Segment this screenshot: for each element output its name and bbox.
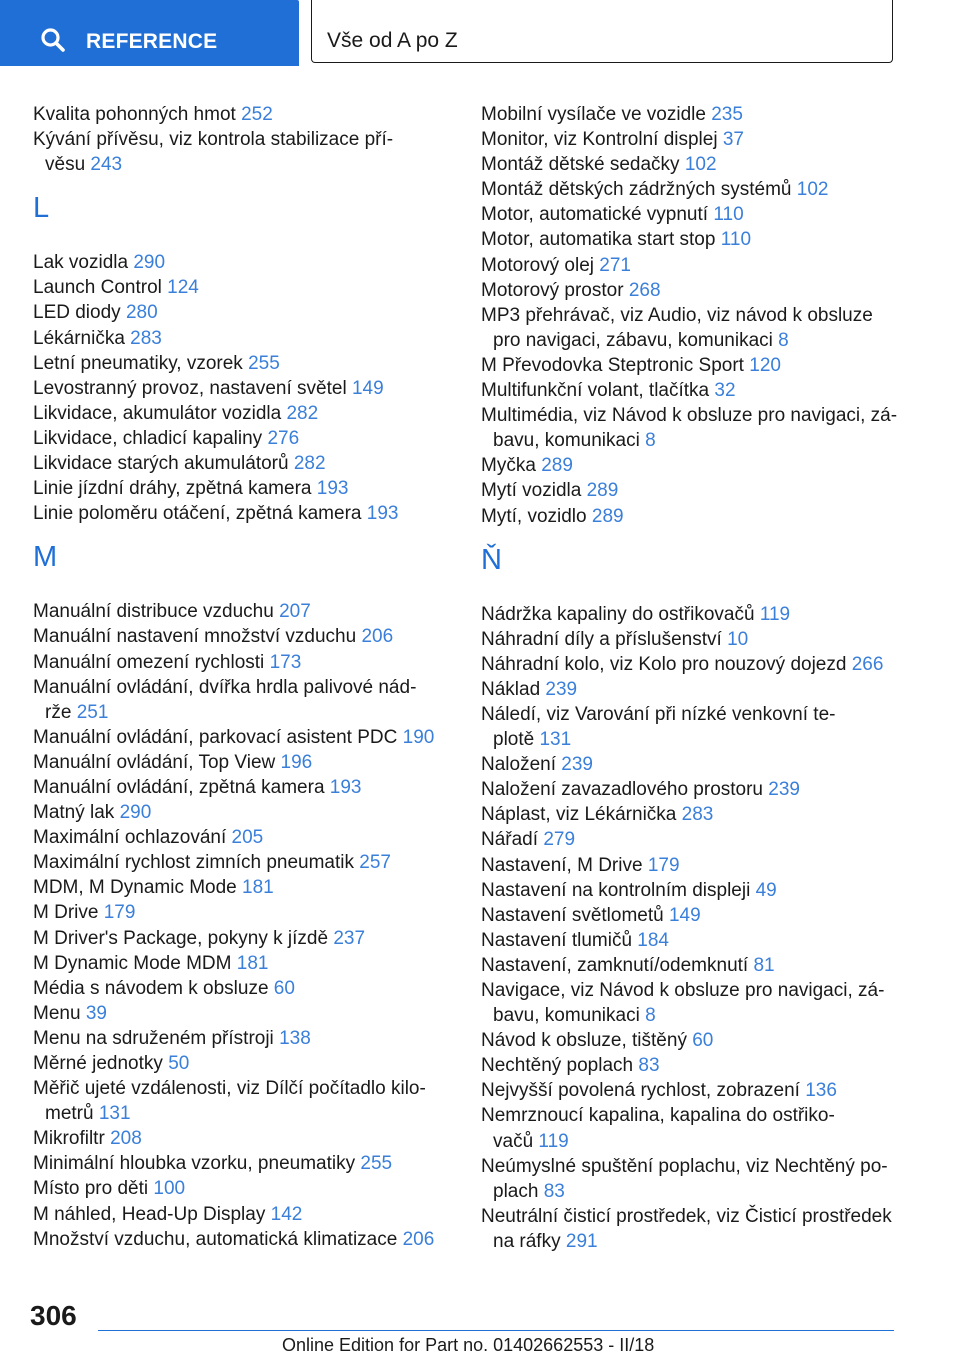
index-entry-text: Mytí vozidla: [481, 480, 587, 502]
index-entry-text: Navigace, viz Návod k obsluze pro navigaci, zá-: [481, 980, 885, 1001]
index-entry-text: Manuální nastavení množství vzduchu: [33, 626, 362, 648]
index-entry: [33, 351, 453, 376]
index-entry: [33, 476, 453, 501]
index-entry: [481, 777, 921, 802]
index-letter-heading: Ň: [481, 543, 502, 576]
index-entry-text: Nastavení na kontrolním displeji: [481, 879, 756, 901]
index-entry-text-continued: na ráfky: [493, 1230, 566, 1252]
index-entry-text: Manuální ovládání, dvířka hrdla palivové nád-: [33, 676, 417, 698]
page-link[interactable]: 110: [720, 229, 752, 251]
index-entry: [33, 1202, 453, 1227]
page-link[interactable]: 81: [753, 954, 775, 976]
index-entry-text: Nastavení, zamknutí/odemknutí: [481, 954, 754, 976]
index-entry: [33, 850, 453, 875]
index-entry: [33, 1151, 453, 1176]
index-entry-text: M Převodovka Steptronic Sport: [481, 354, 750, 376]
index-entry: [33, 951, 453, 976]
page-link[interactable]: 257: [359, 852, 391, 874]
page-link[interactable]: 289: [586, 480, 619, 502]
index-entry: [481, 702, 921, 752]
index-entry-text: Náplast, viz Lékárnička: [481, 804, 682, 826]
index-entry: [33, 300, 453, 325]
index-entry: [33, 1076, 453, 1126]
index-entry: [33, 376, 453, 401]
page-link[interactable]: 83: [543, 1180, 565, 1202]
index-entry: [481, 928, 921, 953]
page-link[interactable]: 110: [713, 204, 744, 226]
footer-divider: [98, 1330, 894, 1331]
index-entry: [481, 953, 921, 978]
page-link[interactable]: 136: [805, 1080, 837, 1102]
index-entry-text: M náhled, Head-Up Display: [33, 1203, 271, 1225]
page-link[interactable]: 8: [778, 329, 789, 351]
index-entry: [481, 752, 921, 777]
index-entry: [33, 275, 453, 300]
index-entry: [33, 127, 453, 177]
index-entry: [481, 453, 921, 478]
index-entry: [481, 1078, 921, 1103]
page-link[interactable]: 190: [402, 726, 435, 748]
index-entry: [481, 827, 921, 852]
index-entry: [481, 978, 921, 1028]
page-link[interactable]: 50: [168, 1053, 190, 1074]
page-link[interactable]: 290: [119, 802, 152, 824]
index-entry-text: Naložení zavazadlového prostoru: [481, 779, 769, 801]
index-entry-text: Měrné jednotky: [33, 1053, 169, 1074]
index-entry-text: MDM, M Dynamic Mode: [33, 877, 243, 899]
page-link[interactable]: 181: [242, 877, 274, 899]
page-link[interactable]: 206: [402, 1228, 435, 1250]
index-entry: [481, 1103, 921, 1153]
page-link[interactable]: 119: [759, 603, 791, 625]
page-link[interactable]: 10: [727, 628, 749, 650]
page-link[interactable]: 251: [76, 701, 109, 723]
index-entry: [33, 900, 453, 925]
page-link[interactable]: 239: [561, 754, 593, 776]
index-entry: [481, 1154, 921, 1204]
index-entry-text: Likvidace starých akumulátorů: [33, 453, 294, 475]
page-link[interactable]: 193: [329, 776, 362, 798]
index-entry: [481, 102, 921, 127]
page-number: 306: [30, 1300, 77, 1331]
index-entry-text: Likvidace, akumulátor vozidla: [33, 402, 287, 424]
index-entry: [481, 853, 921, 878]
index-entry-text: Motor, automatické vypnutí: [481, 204, 714, 226]
index-entry: [481, 303, 921, 353]
page-link[interactable]: 131: [98, 1103, 131, 1125]
index-entry: [33, 725, 453, 750]
index-entry: [33, 451, 453, 476]
index-entry-text-continued: plach: [493, 1180, 544, 1202]
index-entry-text: Multifunkční volant, tlačítka: [481, 380, 715, 402]
page-link[interactable]: 60: [692, 1030, 714, 1052]
index-entry: [481, 403, 921, 453]
page-link[interactable]: 179: [647, 854, 680, 876]
index-entry-text: Monitor, viz Kontrolní displej: [481, 129, 723, 151]
index-entry-text: LED diody: [33, 302, 126, 324]
index-entry: [481, 177, 921, 202]
index-entry-text: Linie jízdní dráhy, zpětná kamera: [33, 478, 317, 500]
page-link[interactable]: 37: [722, 129, 744, 151]
page-link[interactable]: 268: [628, 279, 661, 301]
index-entry: [33, 926, 453, 951]
page-link[interactable]: 208: [110, 1128, 142, 1150]
index-entry-text: Mobilní vysílače ve vozidle: [481, 104, 712, 125]
page-link[interactable]: 252: [241, 104, 273, 125]
index-entry-text: Náklad: [481, 678, 546, 700]
page-header: [0, 0, 960, 66]
index-letter-heading: L: [33, 192, 50, 225]
index-entry-text: Launch Control: [33, 277, 168, 299]
index-entry-text: Levostranný provoz, nastavení světel: [33, 377, 352, 399]
page-link[interactable]: 193: [366, 503, 399, 525]
page-link[interactable]: 102: [684, 154, 717, 176]
page-link[interactable]: 149: [351, 377, 384, 399]
page-link[interactable]: 283: [130, 327, 162, 349]
index-entry-text: Montáž dětských zádržných systémů: [481, 179, 797, 201]
page-link[interactable]: 8: [645, 430, 656, 452]
index-entry-text: Množství vzduchu, automatická klimatizace: [33, 1228, 403, 1250]
index-entry: [33, 1227, 453, 1252]
page-link[interactable]: 291: [565, 1230, 598, 1252]
index-entry-text-continued: plotě: [493, 729, 540, 751]
index-entry-text: Letní pneumatiky, vzorek: [33, 352, 249, 374]
page-link[interactable]: 280: [125, 302, 158, 324]
reference-tab-label: REFERENCE: [86, 30, 218, 53]
index-entry-text: Nemrznoucí kapalina, kapalina do ostřiko-: [481, 1105, 835, 1127]
index-entry: [33, 426, 453, 451]
page-link[interactable]: 196: [280, 751, 313, 773]
index-entry-text: Náhradní kolo, viz Kolo pro nouzový dojezd: [481, 653, 852, 675]
page-link[interactable]: 39: [85, 1002, 107, 1024]
index-entry-text: MP3 přehrávač, viz Audio, viz návod k obsluze: [481, 304, 873, 326]
index-entry: [33, 1051, 453, 1076]
index-entry-text: Naložení: [481, 754, 562, 776]
index-entry: [481, 504, 921, 529]
page-link[interactable]: 235: [711, 104, 743, 125]
page-link[interactable]: 131: [539, 729, 572, 751]
index-entry-text: Kvalita pohonných hmot: [33, 104, 242, 125]
index-entry-text: Nastavení tlumičů: [481, 929, 638, 951]
page-link[interactable]: 49: [755, 879, 777, 901]
index-entry-text: Měřič ujeté vzdálenosti, viz Dílčí počítadlo kilo-: [33, 1078, 426, 1100]
page-link[interactable]: 149: [668, 904, 701, 926]
index-entry-text: Média s návodem k obsluze: [33, 977, 274, 999]
index-column-right: [481, 102, 921, 1254]
index-entry-text: Menu na sdruženém přístroji: [33, 1027, 280, 1049]
index-entry: [481, 602, 921, 627]
index-entry: [481, 353, 921, 378]
page-link[interactable]: 255: [248, 352, 280, 374]
index-letter-heading: M: [33, 541, 58, 574]
index-entry-text: Nádržka kapaliny do ostřikovačů: [481, 603, 760, 625]
index-entry: [481, 253, 921, 278]
index-entry: [33, 976, 453, 1001]
index-entry-text: Manuální ovládání, Top View: [33, 751, 281, 773]
index-entry-text: Manuální ovládání, parkovací asistent PDC: [33, 726, 403, 748]
index-entry-text: Minimální hloubka vzorku, pneumatiky: [33, 1153, 361, 1175]
page-link[interactable]: 283: [681, 804, 714, 826]
index-entry-text: Motorový prostor: [481, 279, 629, 301]
reference-tab[interactable]: [0, 0, 299, 66]
index-entry-text: Maximální rychlost zimních pneumatik: [33, 852, 360, 874]
page-link[interactable]: 173: [269, 651, 302, 673]
page-link[interactable]: 102: [796, 179, 829, 201]
page-link[interactable]: 282: [293, 453, 326, 475]
index-entry: [481, 378, 921, 403]
index-entry-text: Náledí, viz Varování při nízké venkovní te-: [481, 703, 836, 725]
index-entry-text: Myčka: [481, 455, 542, 477]
page-link[interactable]: 100: [153, 1178, 186, 1200]
index-entry: [33, 501, 453, 526]
page-link[interactable]: 179: [103, 902, 136, 924]
index-entry: [481, 152, 921, 177]
index-entry: [481, 652, 921, 677]
index-entry: [33, 775, 453, 800]
index-entry: [481, 627, 921, 652]
index-entry: [481, 278, 921, 303]
index-entry: [33, 250, 453, 275]
index-entry-text: Návod k obsluze, tištěný: [481, 1030, 693, 1052]
index-entry-text: Místo pro děti: [33, 1178, 154, 1200]
index-entry: [33, 750, 453, 775]
index-entry-text: M Dynamic Mode MDM: [33, 952, 237, 974]
index-entry-text: Nechtěný poplach: [481, 1055, 639, 1077]
page-link[interactable]: 276: [267, 427, 300, 449]
index-entry: [33, 675, 453, 725]
index-entry-text: Nářadí: [481, 829, 544, 851]
page-link[interactable]: 184: [637, 929, 669, 951]
index-entry: [481, 1053, 921, 1078]
index-entry-text: Likvidace, chladicí kapaliny: [33, 427, 268, 449]
index-entry-text: Neúmyslné spuštění poplachu, viz Nechtěný po-: [481, 1155, 888, 1177]
index-entry: [33, 1026, 453, 1051]
index-entry: [481, 903, 921, 928]
index-entry-text-continued: bavu, komunikaci: [493, 1005, 646, 1027]
page-link[interactable]: 266: [851, 653, 884, 675]
page-link[interactable]: 119: [538, 1130, 569, 1152]
index-entry-text: Maximální ochlazování: [33, 827, 232, 849]
index-entry: [33, 624, 453, 649]
index-entry: [33, 102, 453, 127]
page-link[interactable]: 207: [279, 601, 311, 623]
page-link[interactable]: 239: [545, 678, 578, 700]
index-entry-text: Neutrální čisticí prostředek, viz Čisticí prostředek: [481, 1205, 892, 1227]
page-link[interactable]: 279: [543, 829, 576, 851]
page-link[interactable]: 271: [599, 254, 631, 276]
page-link[interactable]: 239: [768, 779, 800, 801]
index-entry-text: M Driver's Package, pokyny k jízdě: [33, 927, 334, 949]
index-entry: [33, 800, 453, 825]
index-entry-text: Lak vozidla: [33, 252, 134, 274]
index-entry-text: Nastavení, M Drive: [481, 854, 648, 876]
page-link[interactable]: 124: [167, 277, 199, 299]
search-icon: [40, 27, 66, 53]
index-entry-text: Matný lak: [33, 802, 120, 824]
edition-text: Online Edition for Part no. 01402662553 - II/18: [282, 1335, 655, 1355]
index-entry-text-continued: věsu: [45, 154, 91, 176]
index-entry-text: Motorový olej: [481, 254, 600, 276]
index-column-left: [33, 102, 453, 1252]
index-entry-text: Multimédia, viz Návod k obsluze pro navigaci, zá-: [481, 405, 898, 427]
index-entry-text: Náhradní díly a příslušenství: [481, 628, 728, 650]
index-entry-text: Nejvyšší povolená rychlost, zobrazení: [481, 1080, 806, 1102]
section-title: Vše od A po Z: [327, 29, 458, 52]
index-entry: [33, 1001, 453, 1026]
page-link[interactable]: 120: [749, 354, 781, 376]
page-link[interactable]: 60: [273, 977, 295, 999]
index-entry: [481, 677, 921, 702]
index-entry-text: M Drive: [33, 902, 104, 924]
page-link[interactable]: 181: [236, 952, 269, 974]
page-link[interactable]: 289: [591, 505, 624, 527]
index-entry-text-continued: metrů: [45, 1103, 99, 1125]
index-entry: [481, 127, 921, 152]
index-entry-text: Manuální ovládání, zpětná kamera: [33, 776, 330, 798]
page-link[interactable]: 205: [231, 827, 264, 849]
index-entry: [481, 478, 921, 503]
index-entry-text-continued: pro navigaci, zábavu, komunikaci: [493, 329, 779, 351]
index-entry-text: Menu: [33, 1002, 86, 1024]
index-entry-text: Mikrofiltr: [33, 1128, 111, 1150]
index-entry-text: Lékárnička: [33, 327, 131, 349]
index-entry-text: Motor, automatika start stop: [481, 229, 721, 251]
index-entry: [33, 650, 453, 675]
index-entry: [481, 202, 921, 227]
page-link[interactable]: 193: [316, 478, 349, 500]
index-entry-text-continued: rže: [45, 701, 77, 723]
index-entry-text-continued: vačů: [493, 1130, 539, 1152]
index-entry: [33, 825, 453, 850]
page-link[interactable]: 206: [361, 626, 394, 648]
index-entry-text: Linie poloměru otáčení, zpětná kamera: [33, 503, 367, 525]
index-entry-text: Montáž dětské sedačky: [481, 154, 685, 176]
page-link[interactable]: 83: [638, 1055, 660, 1077]
index-entry-text-continued: bavu, komunikaci: [493, 430, 646, 452]
page-link[interactable]: 237: [333, 927, 366, 949]
index-entry: [33, 401, 453, 426]
page-link[interactable]: 282: [286, 402, 319, 424]
index-entry-text: Mytí, vozidlo: [481, 505, 592, 527]
index-entry-text: Manuální distribuce vzduchu: [33, 601, 280, 623]
index-entry: [33, 326, 453, 351]
index-entry: [481, 802, 921, 827]
index-entry: [481, 878, 921, 903]
page-link[interactable]: 290: [133, 252, 166, 274]
index-entry: [33, 599, 453, 624]
page-link[interactable]: 32: [714, 380, 736, 402]
page-link[interactable]: 138: [279, 1027, 311, 1049]
index-entry: [481, 1204, 921, 1254]
page-link[interactable]: 255: [360, 1153, 393, 1175]
index-entry: [481, 227, 921, 252]
index-entry: [33, 1176, 453, 1201]
page-link[interactable]: 243: [90, 154, 123, 176]
section-title-tab[interactable]: [311, 0, 893, 63]
page-link[interactable]: 8: [645, 1005, 656, 1027]
index-entry-text: Manuální omezení rychlosti: [33, 651, 270, 673]
index-entry: [481, 1028, 921, 1053]
page-link[interactable]: 142: [270, 1203, 303, 1225]
index-entry-text: Nastavení světlometů: [481, 904, 669, 926]
index-entry-text: Kývání přívěsu, viz kontrola stabilizace pří-: [33, 129, 394, 151]
index-entry: [33, 1126, 453, 1151]
index-entry: [33, 875, 453, 900]
page-link[interactable]: 289: [541, 455, 573, 477]
